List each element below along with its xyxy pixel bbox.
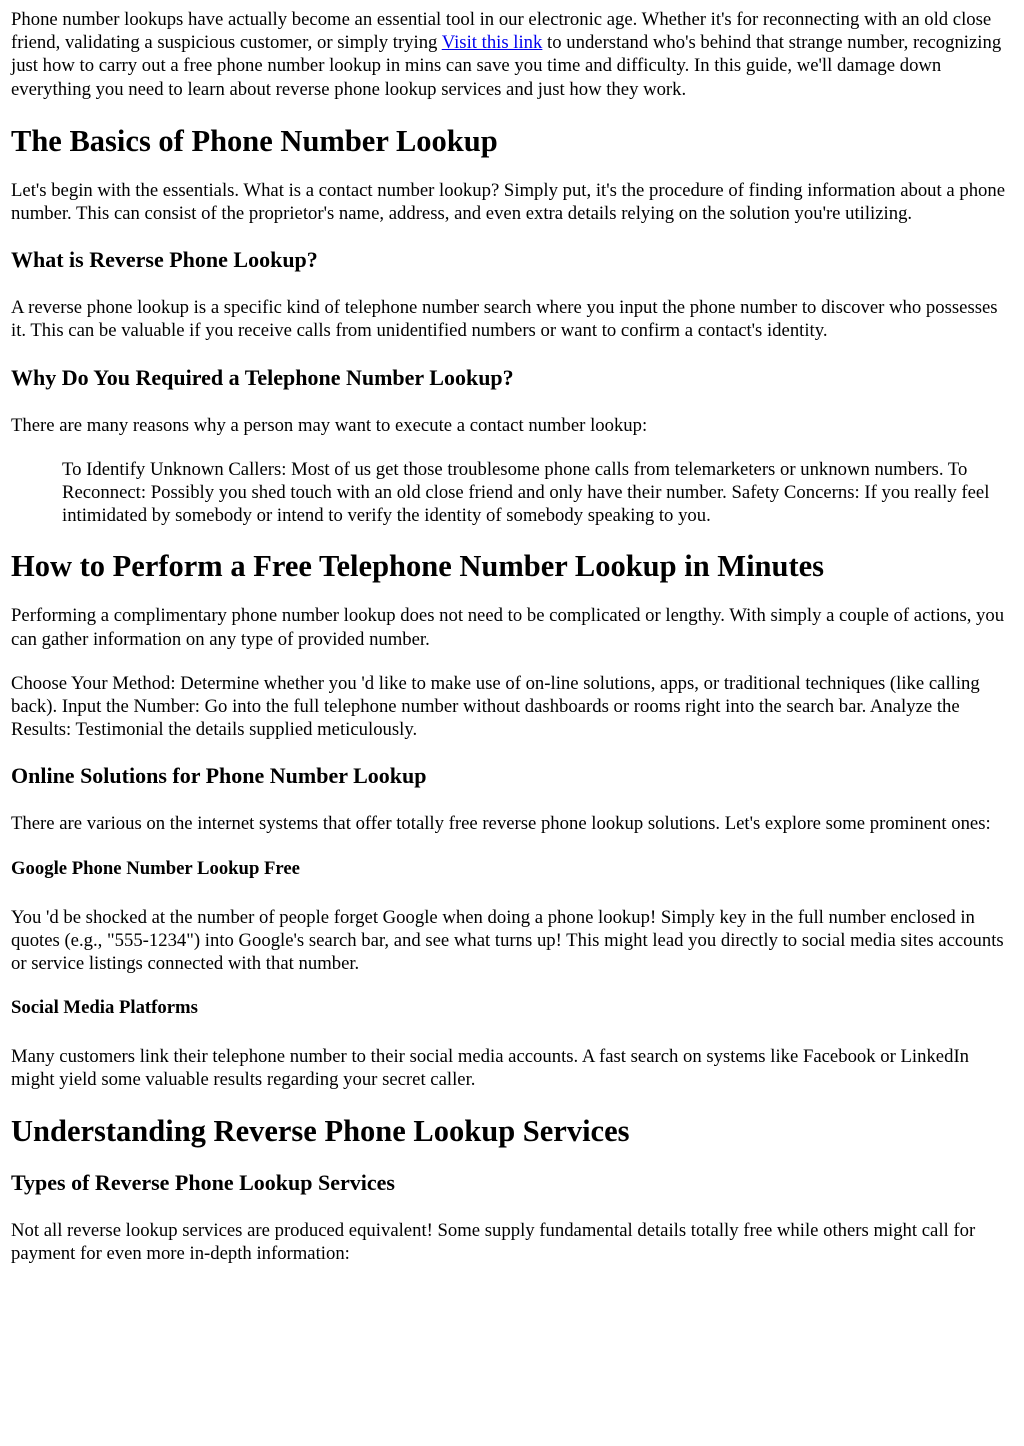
online-heading: Online Solutions for Phone Number Lookup [11,763,427,789]
reverse-heading: What is Reverse Phone Lookup? [11,247,318,273]
types-heading: Types of Reverse Phone Lookup Services [11,1169,395,1195]
howto-paragraph-2: Choose Your Method: Determine whether you 'd like to make use of on-line solutions, apps, or traditional techniques (like calling back). Input the Number: Go into the full telephone number without dashboards or rooms right into the search bar. Analyze the Results: Testimonial the details supplied meticulously. [11,672,980,741]
understanding-heading: Understanding Reverse Phone Lookup Services [11,1113,630,1148]
howto-paragraph-1: Performing a complimentary phone number lookup does not need to be complicated or lengthy. With simply a couple of actions, you can gather information on any type of provided number. [11,605,1005,650]
visit-link[interactable]: Visit this link [441,32,543,54]
intro-text-before-link: Phone number lookups have actually become an essential tool in our electronic age. Whether it's for reconnecting with an old close friend, validating a suspicious customer, or simply trying [11,9,992,54]
types-paragraph: Not all reverse lookup services are produced equivalent! Some supply fundamental details totally free while others might call for payment for even more in-depth information: [11,1219,976,1264]
online-paragraph: There are various on the internet systems that offer totally free reverse phone lookup solutions. Let's explore some prominent ones: [11,813,991,835]
intro-paragraph [11,8,1013,101]
social-heading: Social Media Platforms [11,997,198,1019]
google-paragraph: You 'd be shocked at the number of people forget Google when doing a phone lookup! Simply key in the full number enclosed in quotes (e.g., "555-1234") into Google's search bar, and see what turns up! This might lead you directly to social media sites accounts or service listings connected with that number. [11,906,1004,975]
howto-heading: How to Perform a Free Telephone Number Lookup in Minutes [11,549,825,584]
basics-paragraph: Let's begin with the essentials. What is a contact number lookup? Simply put, it's the procedure of finding information about a phone number. This can consist of the proprietor's name, address, and even extra details relying on the solution you're utilizing. [11,179,1006,225]
google-heading: Google Phone Number Lookup Free [11,857,300,879]
why-heading: Why Do You Required a Telephone Number Lookup? [11,364,514,390]
why-paragraph: There are many reasons why a person may want to execute a contact number lookup: [11,414,648,436]
intro-text-after-link: to understand who's behind that strange number, recognizing just how to carry out a free phone number lookup in mins can save you time and difficulty. In this guide, we'll damage down everything you need to learn about reverse phone lookup services and just how they work. [11,32,1002,100]
basics-heading: The Basics of Phone Number Lookup [11,123,498,158]
reasons-quote: To Identify Unknown Callers: Most of us get those troublesome phone calls from telemarketers or unknown numbers. To Reconnect: Possibly you shed touch with an old close friend and only have their number. Safety Concerns: If you really feel intimidated by somebody or intend to verify the identity of somebody speaking to you. [62,458,990,527]
reverse-paragraph: A reverse phone lookup is a specific kind of telephone number search where you input the phone number to discover who possesses it. This can be valuable if you receive calls from unidentified numbers or want to confirm a contact's identity. [11,297,998,342]
social-paragraph: Many customers link their telephone number to their social media accounts. A fast search on systems like Facebook or LinkedIn might yield some valuable results regarding your secret caller. [11,1046,970,1091]
